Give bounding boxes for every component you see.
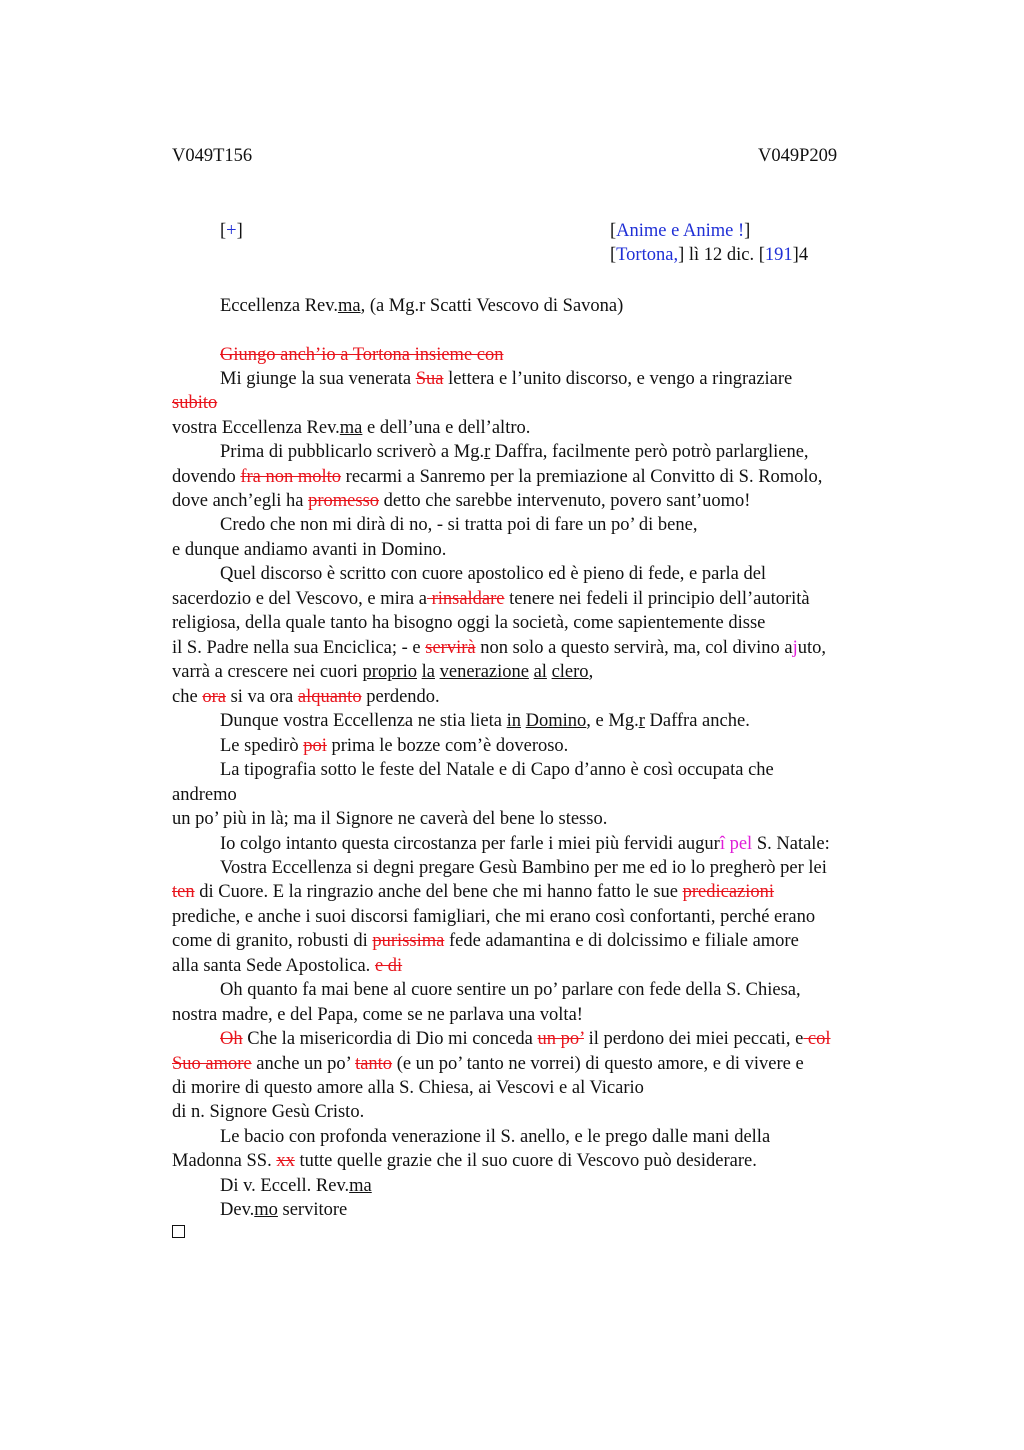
text-line: Le spedirò poi prima le bozze com’è doveroso. [220,736,569,756]
cross-marker: [+] [220,221,243,241]
text-line: Credo che non mi dirà di no, - si tratta poi di fare un po’ di bene, [220,515,698,535]
document-code-left: V049T156 [172,146,253,166]
text-line: Io colgo intanto questa circostanza per farle i miei più fervidi augurî pel S. Natale: [220,834,830,854]
place-date: [Tortona,] lì 12 dic. [191]4 [610,245,809,265]
letter-title: [Anime e Anime !] [610,221,751,241]
salutation: Eccellenza Rev.ma, (a Mg.r Scatti Vescovo di Savona) [220,296,624,316]
text-line: vostra Eccellenza Rev.ma e dell’una e dell’altro. [172,418,531,438]
text-line: Dunque vostra Eccellenza ne stia lieta in Domino, e Mg.r Daffra anche. [220,711,750,731]
text-line: dove anch’egli ha promesso detto che sarebbe intervenuto, povero sant’uomo! [172,491,751,511]
text-line: Quel discorso è scritto con cuore apostolico ed è pieno di fede, e parla del [220,564,767,584]
text-line: Oh quanto fa mai bene al cuore sentire un po’ parlare con fede della S. Chiesa, [220,980,801,1000]
text-line: La tipografia sotto le feste del Natale e di Capo d’anno è così occupata che [220,760,774,780]
text-line: il S. Padre nella sua Enciclica; - e servirà non solo a questo servirà, ma, col divino ajuto, [172,638,827,658]
text-line: religiosa, della quale tanto ha bisogno oggi la società, come sapientemente disse [172,613,766,633]
text-line: nostra madre, e del Papa, come se ne parlava una volta! [172,1005,583,1025]
document-code-right: V049P209 [758,146,838,166]
closing-line: Di v. Eccell. Rev.ma [220,1176,372,1196]
text-line: Giungo anch’io a Tortona insieme con [220,345,504,365]
text-line: un po’ più in là; ma il Signore ne caverà del bene lo stesso. [172,809,608,829]
text-line: sacerdozio e del Vescovo, e mira a rinsaldare tenere nei fedeli il principio dell’autorità [172,589,810,609]
text-line: Suo amore anche un po’ tanto (e un po’ tanto ne vorrei) di questo amore, e di vivere e [172,1054,804,1074]
signature-line: Dev.mo servitore [220,1200,348,1220]
text-line: dovendo fra non molto recarmi a Sanremo per la premiazione al Convitto di S. Romolo, [172,467,823,487]
text-line: ten di Cuore. E la ringrazio anche del bene che mi hanno fatto le sue predicazioni [172,882,775,902]
text-line: Vostra Eccellenza si degni pregare Gesù Bambino per me ed io lo pregherò per lei [220,858,827,878]
text-line: che ora si va ora alquanto perdendo. [172,687,440,707]
text-line: varrà a crescere nei cuori proprio la venerazione al clero, [172,662,594,682]
text-line: come di granito, robusti di purissima fede adamantina e di dolcissimo e filiale amore [172,931,799,951]
text-line: subito [172,393,218,413]
text-line: Madonna SS. xx tutte quelle grazie che il suo cuore di Vescovo può desiderare. [172,1151,757,1171]
end-square-icon [172,1225,185,1238]
text-line: Mi giunge la sua venerata Sua lettera e l’unito discorso, e vengo a ringraziare [220,369,793,389]
text-line: alla santa Sede Apostolica. e di [172,956,403,976]
text-line: di morire di questo amore alla S. Chiesa, ai Vescovi e al Vicario [172,1078,644,1098]
text-line: Prima di pubblicarlo scriverò a Mg.r Daffra, facilmente però potrò parlargliene, [220,442,809,462]
text-line: e dunque andiamo avanti in Domino. [172,540,447,560]
text-line: Oh Che la misericordia di Dio mi conceda un po’ il perdono dei miei peccati, e col [220,1029,831,1049]
text-line: di n. Signore Gesù Cristo. [172,1102,365,1122]
text-line: prediche, e anche i suoi discorsi famigliari, che mi erano così confortanti, perché erano [172,907,816,927]
text-line: Le bacio con profonda venerazione il S. anello, e le prego dalle mani della [220,1127,771,1147]
text-line: andremo [172,785,237,805]
